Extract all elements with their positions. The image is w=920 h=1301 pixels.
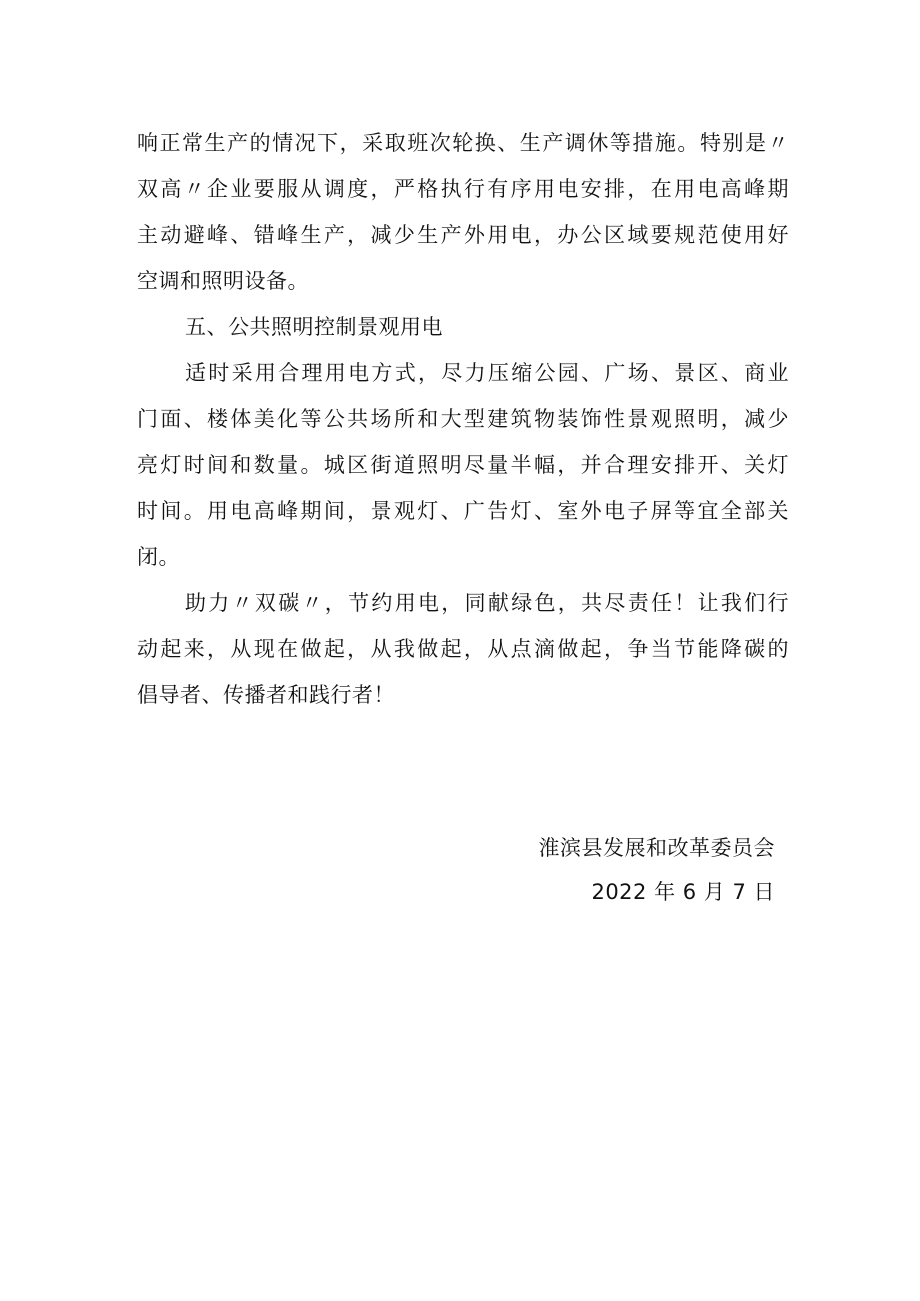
paragraph-line: 空调和照明设备。 [137,269,309,293]
paragraph-line: 亮灯时间和数量。城区街道照明尽量半幅，并合理安排开、关灯 [137,453,789,477]
paragraph-line: 适时采用合理用电方式，尽力压缩公园、广场、景区、商业 [185,361,789,385]
paragraph-line: 动起来，从现在做起，从我做起，从点滴做起，争当节能降碳的 [137,637,789,661]
paragraph-line: 助力〃双碳〃，节约用电，同献绿色，共尽责任！让我们行 [185,591,789,615]
paragraph-line: 时间。用电高峰期间，景观灯、广告灯、室外电子屏等宜全部关 [137,499,789,523]
paragraph-line: 主动避峰、错峰生产，减少生产外用电，办公区域要规范使用好 [137,223,789,247]
paragraph-line: 双高〃企业要服从调度，严格执行有序用电安排，在用电高峰期 [137,177,789,201]
paragraph-line: 闭。 [137,545,180,569]
section-heading: 五、公共照明控制景观用电 [185,315,443,339]
signature-block [539,826,776,914]
signing-date: 2022 年 6 月 7 日 [591,880,775,904]
paragraph-line: 响正常生产的情况下，采取班次轮换、生产调休等措施。特别是〃 [137,131,789,155]
paragraph-line: 倡导者、传播者和践行者！ [137,683,395,707]
signing-organization: 淮滨县发展和改革委员会 [538,836,775,860]
document-body [137,120,789,718]
paragraph-line: 门面、楼体美化等公共场所和大型建筑物装饰性景观照明，减少 [137,407,789,431]
